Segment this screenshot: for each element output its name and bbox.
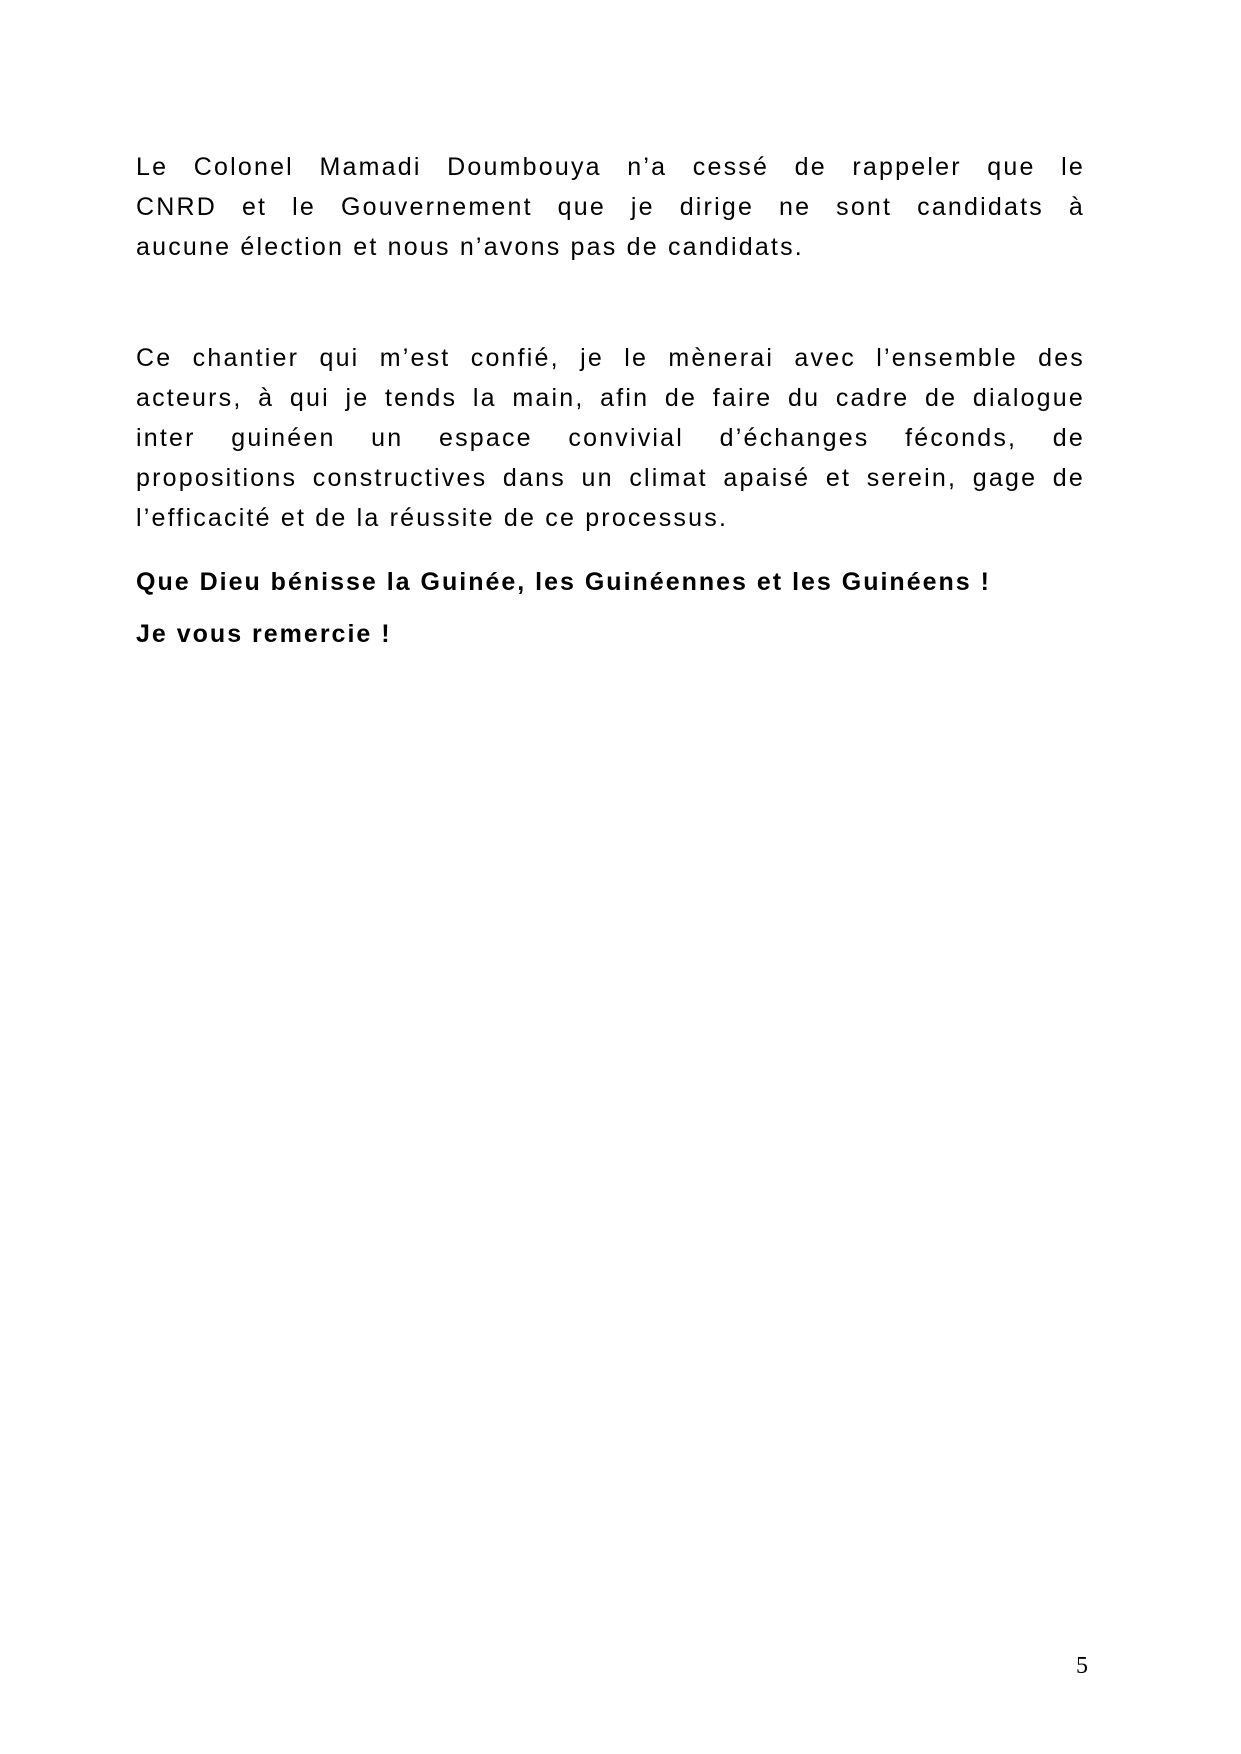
page-number: 5: [1076, 1653, 1088, 1679]
text-line: CNRD et le Gouvernement que je dirige ne sont candidats à: [136, 193, 1085, 221]
closing-thanks: [136, 614, 1085, 654]
closing-blessing: [136, 562, 1085, 602]
text-line: inter guinéen un espace convivial d’échanges féconds, de: [136, 424, 1085, 452]
text-line: Je vous remercie !: [136, 620, 392, 648]
document-body: [136, 147, 1085, 666]
text-line: Que Dieu bénisse la Guinée, les Guinéennes et les Guinéens !: [136, 568, 991, 596]
text-line: Le Colonel Mamadi Doumbouya n’a cessé de rappeler que le: [136, 153, 1085, 181]
paragraph-cnrd: [136, 147, 1085, 267]
text-line: l’efficacité et de la réussite de ce processus.: [136, 504, 729, 532]
text-line: aucune élection et nous n’avons pas de candidats.: [136, 233, 804, 261]
text-line: acteurs, à qui je tends la main, afin de faire du cadre de dialogue: [136, 384, 1085, 412]
paragraph-chantier: [136, 338, 1085, 538]
text-line: propositions constructives dans un climat apaisé et serein, gage de: [136, 464, 1085, 492]
text-line: Ce chantier qui m’est confié, je le mènerai avec l’ensemble des: [136, 344, 1085, 372]
